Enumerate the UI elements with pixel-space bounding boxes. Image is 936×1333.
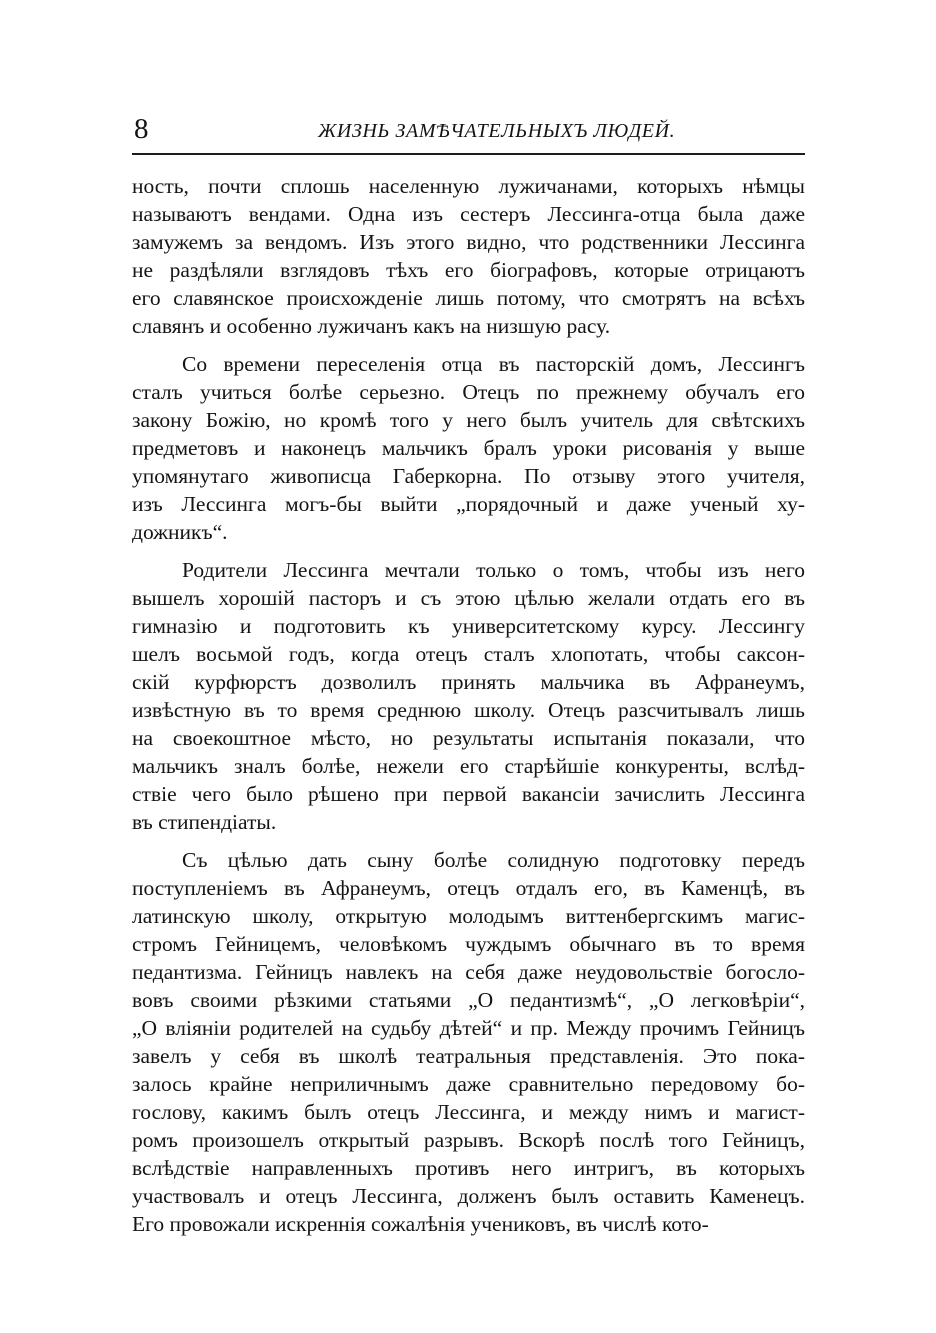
body-text [132, 172, 805, 1238]
text-line: изъ Лессинга могъ-бы выйти „порядочный и даже ученый ху- [132, 492, 805, 516]
text-line: упомянутаго живописца Габеркорна. По отзыву этого учителя, [132, 464, 805, 488]
text-line: участвовалъ и отецъ Лессинга, долженъ былъ оставить Каменецъ. [132, 1184, 805, 1208]
text-line: стромъ Гейницемъ, человѣкомъ чуждымъ обычнаго въ то время [132, 932, 805, 956]
text-line: не раздѣляли взглядовъ тѣхъ его біографовъ, которые отрицаютъ [132, 258, 805, 282]
text-line: шелъ восьмой годъ, когда отецъ сталъ хлопотать, чтобы саксон- [132, 642, 805, 666]
text-line: его славянское происхожденіе лишь потому, что смотрятъ на всѣхъ [132, 286, 805, 310]
text-line: славянъ и особенно лужичанъ какъ на низшую расу. [132, 314, 611, 338]
text-line: въ стипендіаты. [132, 810, 277, 834]
text-line: закону Божію, но кромѣ того у него былъ учитель для свѣтскихъ [132, 408, 805, 432]
text-line: предметовъ и наконецъ мальчикъ бралъ уроки рисованія у выше [132, 436, 805, 460]
text-line: вслѣдствіе направленныхъ противъ него интригъ, въ которыхъ [132, 1156, 805, 1180]
text-line: называютъ вендами. Одна изъ сестеръ Лессинга-отца была даже [132, 202, 805, 226]
paragraph [132, 172, 805, 340]
paragraph-gap [132, 836, 805, 846]
text-line: дожникъ“. [132, 520, 228, 544]
text-line: завелъ у себя въ школѣ театральныя представленія. Это пока- [132, 1044, 805, 1068]
running-head [132, 112, 805, 146]
text-line: Со времени переселенія отца въ пасторскій домъ, Лессингъ [182, 352, 805, 376]
text-line: сталъ учиться болѣе серьезно. Отецъ по прежнему обучалъ его [132, 380, 805, 404]
text-line: Родители Лессинга мечтали только о томъ, чтобы изъ него [182, 558, 805, 582]
paragraph [132, 556, 805, 836]
paragraph-gap [132, 546, 805, 556]
running-title: ЖИЗНЬ ЗАМѢЧАТЕЛЬНЫХЪ ЛЮДЕЙ. [318, 120, 676, 142]
text-line: ствіе чего было рѣшено при первой вакансіи зачислить Лессинга [132, 782, 805, 806]
text-line: „О вліяніи родителей на судьбу дѣтей“ и пр. Между прочимъ Гейницъ [132, 1016, 805, 1040]
book-page [132, 112, 805, 1236]
text-line: гимназію и подготовить къ университетскому курсу. Лессингу [132, 614, 805, 638]
text-line: скій курфюрстъ дозволилъ принять мальчика въ Афранеумъ, [132, 670, 805, 694]
text-line: ность, почти сплошь населенную лужичанами, которыхъ нѣмцы [132, 174, 805, 198]
text-line: на своекоштное мѣсто, но результаты испытанія показали, что [132, 726, 805, 750]
page-number: 8 [134, 113, 149, 145]
text-line: латинскую школу, открытую молодымъ виттенбергскимъ магис- [132, 904, 805, 928]
text-line: Съ цѣлью дать сыну болѣе солидную подготовку передъ [182, 848, 805, 872]
paragraph [132, 846, 805, 1238]
paragraph [132, 350, 805, 546]
header-rule [132, 153, 805, 155]
text-line: педантизма. Гейницъ навлекъ на себя даже неудовольствіе богосло- [132, 960, 805, 984]
text-line: извѣстную въ то время среднюю школу. Отецъ разсчитывалъ лишь [132, 698, 805, 722]
text-line: залось крайне неприличнымъ даже сравнительно передовому бо- [132, 1072, 805, 1096]
text-line: Его провожали искреннія сожалѣнія учениковъ, въ числѣ кото- [132, 1212, 709, 1236]
text-line: вовъ своими рѣзкими статьями „О педантизмѣ“, „О легковѣріи“, [132, 988, 805, 1012]
text-line: мальчикъ зналъ болѣе, нежели его старѣйшіе конкуренты, вслѣд- [132, 754, 805, 778]
text-line: вышелъ хорошій пасторъ и съ этою цѣлью желали отдать его въ [132, 586, 805, 610]
text-line: ромъ произошелъ открытый разрывъ. Вскорѣ послѣ того Гейницъ, [132, 1128, 805, 1152]
text-line: поступленіемъ въ Афранеумъ, отецъ отдалъ его, въ Каменцѣ, въ [132, 876, 805, 900]
paragraph-gap [132, 340, 805, 350]
text-line: гослову, какимъ былъ отецъ Лессинга, и между нимъ и магист- [132, 1100, 805, 1124]
text-line: замужемъ за вендомъ. Изъ этого видно, что родственники Лессинга [132, 230, 805, 254]
